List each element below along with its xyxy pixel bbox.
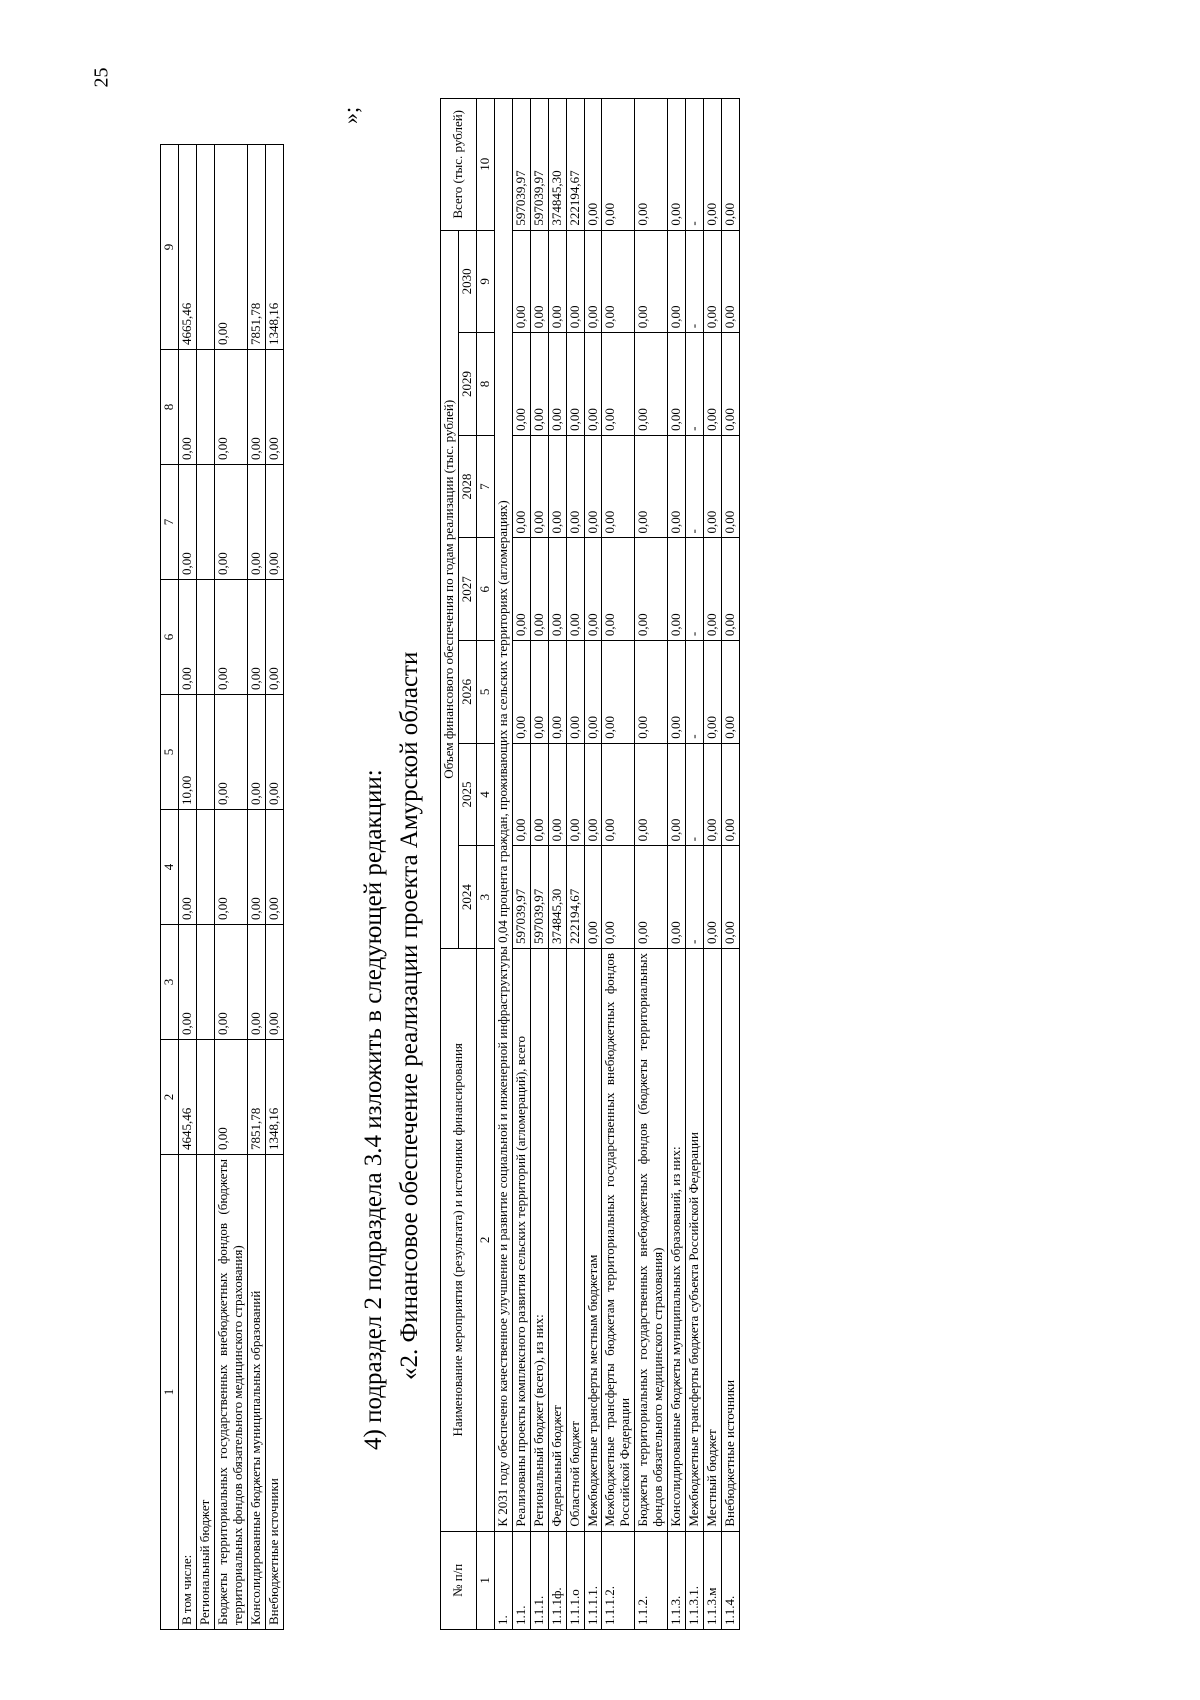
value-cell: 0,00 [247, 695, 265, 810]
table-row [704, 99, 722, 1630]
financing-table [440, 98, 740, 1630]
table-row [548, 99, 566, 1630]
value-cell: 0,00 [584, 538, 602, 641]
value-cell: 0,00 [530, 641, 548, 744]
source-name: Консолидированные бюджеты муниципальных образований [247, 1155, 265, 1630]
value-cell: 0,00 [214, 695, 247, 810]
value-cell: 0,00 [722, 641, 740, 744]
value-cell: 0,00 [722, 333, 740, 436]
value-cell [196, 465, 214, 580]
row-number: 1.1.1.2. [602, 1531, 635, 1629]
value-cell: 0,00 [602, 333, 635, 436]
value-cell: 0,00 [584, 435, 602, 538]
value-cell: 0,00 [548, 333, 566, 436]
value-cell: - [686, 435, 704, 538]
value-cell: 0,00 [668, 333, 686, 436]
continuation-header-row [161, 145, 179, 1630]
row-name: Региональный бюджет (всего), из них: [530, 948, 548, 1531]
value-cell: 0,00 [530, 230, 548, 333]
value-cell: 0,00 [214, 465, 247, 580]
header-cell: 6 [161, 580, 179, 695]
value-cell: 0,00 [512, 538, 530, 641]
value-cell: 0,00 [214, 1040, 247, 1155]
column-number: 8 [476, 333, 494, 436]
row-name: Межбюджетные трансферты бюджетам территориальных государственных внебюджетных фондов Российской Федерации [602, 948, 635, 1531]
table-row [512, 99, 530, 1630]
value-cell: 7851,78 [247, 145, 265, 350]
value-cell: 0,00 [722, 743, 740, 846]
value-cell: 0,00 [668, 230, 686, 333]
column-number: 3 [476, 846, 494, 949]
value-cell: 0,00 [602, 538, 635, 641]
value-cell: 597039,97 [530, 846, 548, 949]
value-cell: 0,00 [566, 435, 584, 538]
value-cell: 0,00 [635, 333, 668, 436]
value-cell: 0,00 [704, 230, 722, 333]
header-cell: 4 [161, 810, 179, 925]
goal-text: К 2031 году обеспечено качественное улучшение и развитие социальной и инженерной инфраструктуры 0,04 процента граждан, проживающих на сельских территориях (агломерациях) [494, 99, 512, 1532]
value-cell: 0,00 [584, 846, 602, 949]
continuation-row [265, 145, 283, 1630]
value-cell: 0,00 [704, 743, 722, 846]
value-cell: - [686, 846, 704, 949]
value-cell: - [686, 230, 704, 333]
value-cell [196, 1040, 214, 1155]
value-cell: 0,00 [530, 333, 548, 436]
value-cell: 0,00 [178, 810, 196, 925]
value-cell: 0,00 [602, 846, 635, 949]
value-cell: 0,00 [635, 230, 668, 333]
value-cell: 0,00 [566, 538, 584, 641]
value-cell: 0,00 [635, 538, 668, 641]
value-cell: 0,00 [704, 641, 722, 744]
row-name: Реализованы проекты комплексного развития сельских территорий (агломераций), всего [512, 948, 530, 1531]
value-cell: 0,00 [584, 641, 602, 744]
value-cell [196, 925, 214, 1040]
header-total: Всего (тыс. рублей) [441, 99, 477, 231]
table-row [722, 99, 740, 1630]
value-cell: 0,00 [704, 538, 722, 641]
value-cell: 0,00 [584, 230, 602, 333]
value-cell: - [686, 99, 704, 231]
value-cell [196, 145, 214, 350]
value-cell [196, 350, 214, 465]
value-cell: 0,00 [704, 435, 722, 538]
continuation-row [178, 145, 196, 1630]
value-cell: 0,00 [247, 810, 265, 925]
row-name: Бюджеты территориальных государственных внебюджетных фондов (бюджеты территориальных фондов обязательного медицинского страхования) [635, 948, 668, 1531]
value-cell: 0,00 [265, 580, 283, 695]
year-cell: 2027 [458, 538, 476, 641]
value-cell: 0,00 [602, 99, 635, 231]
value-cell: 0,00 [635, 435, 668, 538]
value-cell: 0,00 [214, 810, 247, 925]
value-cell: 0,00 [668, 641, 686, 744]
amendment-heading: 4) подраздел 2 подраздела 3.4 изложить в следующей редакции: [360, 769, 387, 1450]
value-cell: 0,00 [265, 350, 283, 465]
value-cell: 374845,30 [548, 99, 566, 231]
row-number: 1.1. [512, 1531, 530, 1629]
continuation-table [160, 144, 284, 1630]
value-cell: 597039,97 [512, 99, 530, 231]
value-cell: - [686, 641, 704, 744]
header-cell: 2 [161, 1040, 179, 1155]
value-cell: 0,00 [247, 465, 265, 580]
value-cell: 0,00 [512, 230, 530, 333]
value-cell: 597039,97 [512, 846, 530, 949]
value-cell: 0,00 [722, 230, 740, 333]
source-name: Бюджеты территориальных государственных внебюджетных фондов (бюджеты территориальных фондов обязательного медицинского страхования) [214, 1155, 247, 1630]
table-row [635, 99, 668, 1630]
table-row [686, 99, 704, 1630]
value-cell: 0,00 [178, 580, 196, 695]
header-cell: 7 [161, 465, 179, 580]
column-number: 5 [476, 641, 494, 744]
value-cell: 0,00 [722, 538, 740, 641]
column-number: 10 [476, 99, 494, 231]
column-number: 9 [476, 230, 494, 333]
value-cell: 0,00 [635, 99, 668, 231]
row-number: 1.1.3. [668, 1531, 686, 1629]
row-number: 1.1.4. [722, 1531, 740, 1629]
value-cell: 374845,30 [548, 846, 566, 949]
value-cell: 0,00 [178, 350, 196, 465]
value-cell: 0,00 [704, 333, 722, 436]
continuation-row [196, 145, 214, 1630]
value-cell: 0,00 [247, 350, 265, 465]
value-cell: 0,00 [668, 538, 686, 641]
value-cell: 0,00 [530, 538, 548, 641]
value-cell: 0,00 [635, 846, 668, 949]
row-name: Областной бюджет [566, 948, 584, 1531]
row-number: 1.1.1.1. [584, 1531, 602, 1629]
value-cell: 597039,97 [530, 99, 548, 231]
value-cell: 0,00 [247, 580, 265, 695]
value-cell: 0,00 [512, 435, 530, 538]
value-cell: 0,00 [602, 435, 635, 538]
value-cell: 0,00 [668, 743, 686, 846]
year-cell: 2025 [458, 743, 476, 846]
row-number: 1. [494, 1531, 512, 1629]
value-cell: 0,00 [530, 435, 548, 538]
value-cell: - [686, 743, 704, 846]
header-cell: 9 [161, 145, 179, 350]
value-cell: 0,00 [214, 145, 247, 350]
header-cell: 1 [161, 1155, 179, 1630]
table-row [530, 99, 548, 1630]
year-cell: 2028 [458, 435, 476, 538]
column-number: 7 [476, 435, 494, 538]
value-cell: 0,00 [722, 846, 740, 949]
value-cell [196, 695, 214, 810]
value-cell: 0,00 [704, 846, 722, 949]
column-number: 1 [476, 1531, 494, 1629]
value-cell: 0,00 [214, 925, 247, 1040]
value-cell [196, 810, 214, 925]
value-cell: 0,00 [548, 538, 566, 641]
header-cell: 3 [161, 925, 179, 1040]
value-cell: 0,00 [265, 925, 283, 1040]
value-cell: 4645,46 [178, 1040, 196, 1155]
value-cell: 0,00 [668, 99, 686, 231]
value-cell: 0,00 [602, 743, 635, 846]
row-name: Межбюджетные трансферты бюджета субъекта Российской Федерации [686, 948, 704, 1531]
header-no: № п/п [441, 1531, 477, 1629]
value-cell: 0,00 [548, 743, 566, 846]
value-cell: - [686, 333, 704, 436]
value-cell: 0,00 [584, 743, 602, 846]
row-number: 1.1.3.м [704, 1531, 722, 1629]
header-row-1 [441, 99, 459, 1630]
value-cell: 0,00 [214, 580, 247, 695]
row-name: Местный бюджет [704, 948, 722, 1531]
value-cell: 222194,67 [566, 846, 584, 949]
value-cell: 1348,16 [265, 145, 283, 350]
header-row-numbers [476, 99, 494, 1630]
row-name: Межбюджетные трансферты местным бюджетам [584, 948, 602, 1531]
column-number: 2 [476, 948, 494, 1531]
value-cell: 0,00 [247, 925, 265, 1040]
value-cell: 0,00 [214, 350, 247, 465]
value-cell: 0,00 [566, 230, 584, 333]
value-cell: 222194,67 [566, 99, 584, 231]
row-number: 1.1.3.1. [686, 1531, 704, 1629]
value-cell: 0,00 [512, 333, 530, 436]
table-row [566, 99, 584, 1630]
landscape-content [160, 70, 1176, 1630]
value-cell: 0,00 [566, 641, 584, 744]
value-cell: 0,00 [722, 435, 740, 538]
source-name: В том числе: [178, 1155, 196, 1630]
table-row [584, 99, 602, 1630]
row-name: Внебюджетные источники [722, 948, 740, 1531]
header-cell: 8 [161, 350, 179, 465]
continuation-row [214, 145, 247, 1630]
value-cell: 0,00 [178, 925, 196, 1040]
value-cell: 0,00 [584, 99, 602, 231]
header-volume: Объем финансового обеспечения по годам реализации (тыс. рублей) [441, 230, 459, 948]
source-name: Внебюджетные источники [265, 1155, 283, 1630]
value-cell [196, 580, 214, 695]
value-cell: 0,00 [178, 465, 196, 580]
table-row [602, 99, 635, 1630]
value-cell: 0,00 [668, 435, 686, 538]
value-cell: 0,00 [265, 810, 283, 925]
value-cell: 0,00 [635, 743, 668, 846]
value-cell: 0,00 [722, 99, 740, 231]
section-title: «2. Финансовое обеспечение реализации проекта Амурской области [396, 651, 423, 1380]
value-cell: 0,00 [265, 465, 283, 580]
value-cell: 1348,16 [265, 1040, 283, 1155]
value-cell: 0,00 [635, 641, 668, 744]
year-cell: 2024 [458, 846, 476, 949]
value-cell: 4665,46 [178, 145, 196, 350]
value-cell: 0,00 [704, 99, 722, 231]
value-cell: 0,00 [265, 695, 283, 810]
value-cell: 0,00 [548, 230, 566, 333]
value-cell: 0,00 [566, 743, 584, 846]
continuation-row [247, 145, 265, 1630]
value-cell: 0,00 [548, 435, 566, 538]
goal-row [494, 99, 512, 1630]
row-number: 1.1.1.о [566, 1531, 584, 1629]
column-number: 6 [476, 538, 494, 641]
value-cell: 0,00 [602, 641, 635, 744]
header-cell: 5 [161, 695, 179, 810]
header-name: Наименование мероприятия (результата) и источники финансирования [441, 948, 477, 1531]
row-number: 1.1.1. [530, 1531, 548, 1629]
value-cell: 0,00 [668, 846, 686, 949]
source-name: Региональный бюджет [196, 1155, 214, 1630]
value-cell: 0,00 [566, 333, 584, 436]
closing-quote: »; [338, 106, 363, 124]
value-cell: 0,00 [602, 230, 635, 333]
value-cell: 10,00 [178, 695, 196, 810]
value-cell: 0,00 [512, 743, 530, 846]
value-cell: 7851,78 [247, 1040, 265, 1155]
value-cell: - [686, 538, 704, 641]
value-cell: 0,00 [530, 743, 548, 846]
column-number: 4 [476, 743, 494, 846]
row-name: Консолидированные бюджеты муниципальных образований, из них: [668, 948, 686, 1531]
value-cell: 0,00 [584, 333, 602, 436]
page-number: 25 [90, 67, 113, 88]
table-row [668, 99, 686, 1630]
year-cell: 2026 [458, 641, 476, 744]
value-cell: 0,00 [512, 641, 530, 744]
value-cell: 0,00 [548, 641, 566, 744]
year-cell: 2030 [458, 230, 476, 333]
year-cell: 2029 [458, 333, 476, 436]
row-number: 1.1.2. [635, 1531, 668, 1629]
row-name: Федеральный бюджет [548, 948, 566, 1531]
row-number: 1.1.1ф. [548, 1531, 566, 1629]
